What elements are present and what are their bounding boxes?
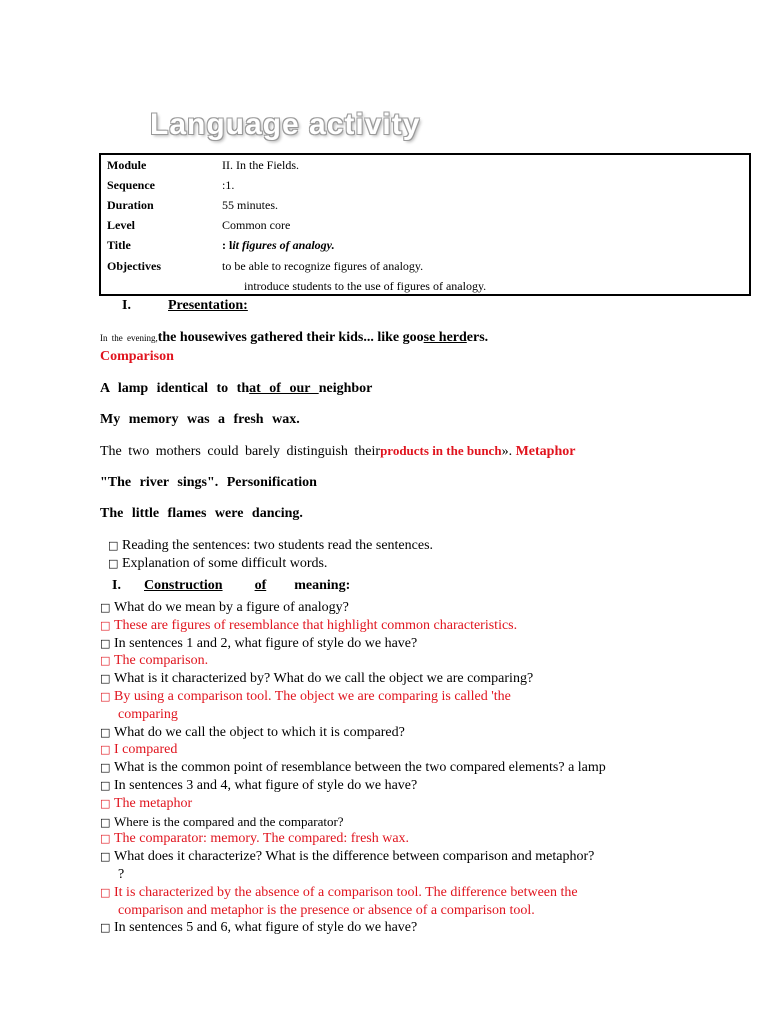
line-text: By using a comparison tool. The object we are comparing is called 'the xyxy=(114,689,511,704)
example-line-4 xyxy=(100,443,575,460)
line-text: These are figures of resemblance that highlight common characteristics. xyxy=(114,618,518,633)
example-line-3: My memory was a fresh wax. xyxy=(100,412,300,427)
answer-line xyxy=(100,653,208,669)
checkbox-icon: □ xyxy=(100,832,111,845)
info-row-title xyxy=(101,238,749,254)
checkbox-icon: □ xyxy=(100,654,111,667)
info-value: introduce students to the use of figures of analogy. xyxy=(244,279,487,293)
line-text: ? xyxy=(118,867,125,882)
checkbox-icon: □ xyxy=(100,886,111,899)
label-metaphor: Metaphor xyxy=(515,444,576,459)
line-text: comparison and metaphor is the presence or absence of a comparison tool. xyxy=(118,903,535,918)
line-text: It is characterized by the absence of a comparison tool. The difference between the xyxy=(114,885,578,900)
underlined-text: at of our xyxy=(249,381,319,396)
answer-line xyxy=(100,618,517,634)
info-value: to be able to recognize figures of analogy. xyxy=(222,259,424,273)
question-line xyxy=(100,671,533,687)
info-row-module xyxy=(101,158,749,174)
question-line xyxy=(100,600,349,616)
line-text: What do we call the object to which it is compared? xyxy=(114,725,405,740)
checkbox-icon: □ xyxy=(108,557,119,570)
text: The two mothers could barely distinguish their xyxy=(100,444,381,459)
label-comparison: Comparison xyxy=(100,349,174,364)
example-line-1 xyxy=(100,330,488,346)
info-row-objectives xyxy=(101,259,749,275)
info-label: Sequence xyxy=(107,178,155,192)
checkbox-icon: □ xyxy=(100,601,111,614)
section-title: Presentation: xyxy=(168,298,248,313)
answer-line xyxy=(100,885,578,901)
text: ». xyxy=(501,444,516,459)
checkbox-icon: □ xyxy=(100,779,111,792)
small-text: In the evening, xyxy=(100,333,158,343)
info-row-level xyxy=(101,218,749,234)
section-title xyxy=(144,578,294,593)
page-title: Language activity xyxy=(150,108,421,141)
line-text: What is the common point of resemblance between the two compared elements? a lamp xyxy=(114,760,606,775)
info-label: Level xyxy=(107,218,135,232)
info-row-duration xyxy=(101,198,749,214)
info-row-objectives-2 xyxy=(101,279,749,295)
info-label: Module xyxy=(107,158,147,172)
question-line xyxy=(100,920,417,936)
line-text: What is it characterized by? What do we call the object we are comparing? xyxy=(114,671,534,686)
question-line xyxy=(100,725,405,741)
line-text: Where is the compared and the comparator? xyxy=(114,814,344,829)
answer-line xyxy=(100,796,192,812)
line-text: What do we mean by a figure of analogy? xyxy=(114,600,349,615)
checkbox-icon: □ xyxy=(100,637,111,650)
text: neighbor xyxy=(318,381,373,396)
line-text: I compared xyxy=(114,742,178,757)
text: the housewives gathered their kids... like goo xyxy=(157,330,424,345)
answer-line xyxy=(118,707,178,723)
question-line xyxy=(100,636,417,652)
text: ers. xyxy=(466,330,489,345)
info-value: Common core xyxy=(222,218,291,232)
info-value: :1. xyxy=(222,178,235,192)
checkbox-icon: □ xyxy=(100,672,111,685)
line-text: The metaphor xyxy=(114,796,193,811)
activity-bullet-2 xyxy=(108,556,327,572)
text: A lamp identical to th xyxy=(100,381,250,396)
line-text: The comparison. xyxy=(114,653,209,668)
answer-line xyxy=(118,903,535,919)
line-text: What does it characterize? What is the difference between comparison and metaphor? xyxy=(114,849,595,864)
line-text: In sentences 3 and 4, what figure of style do we have? xyxy=(114,778,418,793)
checkbox-icon: □ xyxy=(108,539,119,552)
question-line xyxy=(118,867,124,883)
info-label: Title xyxy=(107,238,131,252)
section-number: I. xyxy=(112,578,121,593)
title-word: Construction xyxy=(144,578,223,593)
info-label: Duration xyxy=(107,198,154,212)
info-value: 55 minutes. xyxy=(222,198,278,212)
activity-bullet-1 xyxy=(108,538,433,554)
example-line-5: "The river sings". Personification xyxy=(100,475,317,490)
checkbox-icon: □ xyxy=(100,797,111,810)
info-table xyxy=(99,153,751,296)
title-prefix: : l xyxy=(222,238,233,252)
info-row-sequence xyxy=(101,178,749,194)
example-line-6: The little flames were dancing. xyxy=(100,506,303,521)
red-text: products in the bunch xyxy=(380,443,502,458)
section-heading-presentation xyxy=(122,298,248,314)
checkbox-icon: □ xyxy=(100,921,111,934)
checkbox-icon: □ xyxy=(100,690,111,703)
answer-line xyxy=(100,742,177,758)
line-text: In sentences 1 and 2, what figure of style do we have? xyxy=(114,636,418,651)
answer-line xyxy=(100,689,511,705)
title-text: it figures of analogy. xyxy=(232,238,335,252)
info-value xyxy=(222,238,335,253)
underlined-text: se herd xyxy=(423,330,467,345)
question-line xyxy=(100,760,606,776)
question-line xyxy=(100,778,417,794)
info-value: II. In the Fields. xyxy=(222,158,299,172)
line-text: The comparator: memory. The compared: fresh wax. xyxy=(114,831,410,846)
checkbox-icon: □ xyxy=(100,850,111,863)
title-word: meaning: xyxy=(294,578,351,593)
checkbox-icon: □ xyxy=(100,743,111,756)
text: Reading the sentences: two students read the sentences. xyxy=(122,538,434,553)
checkbox-icon: □ xyxy=(100,726,111,739)
question-line xyxy=(100,849,594,865)
checkbox-icon: □ xyxy=(100,619,111,632)
info-label: Objectives xyxy=(107,259,161,273)
title-word: of xyxy=(254,578,267,593)
checkbox-icon: □ xyxy=(100,761,111,774)
text: Explanation of some difficult words. xyxy=(122,556,328,571)
checkbox-icon: □ xyxy=(100,816,111,829)
question-line xyxy=(100,814,344,830)
answer-line xyxy=(100,831,409,847)
line-text: In sentences 5 and 6, what figure of style do we have? xyxy=(114,920,418,935)
line-text: comparing xyxy=(118,707,178,722)
section-number: I. xyxy=(122,298,131,313)
section-heading-construction xyxy=(112,578,350,594)
example-line-2 xyxy=(100,381,372,397)
